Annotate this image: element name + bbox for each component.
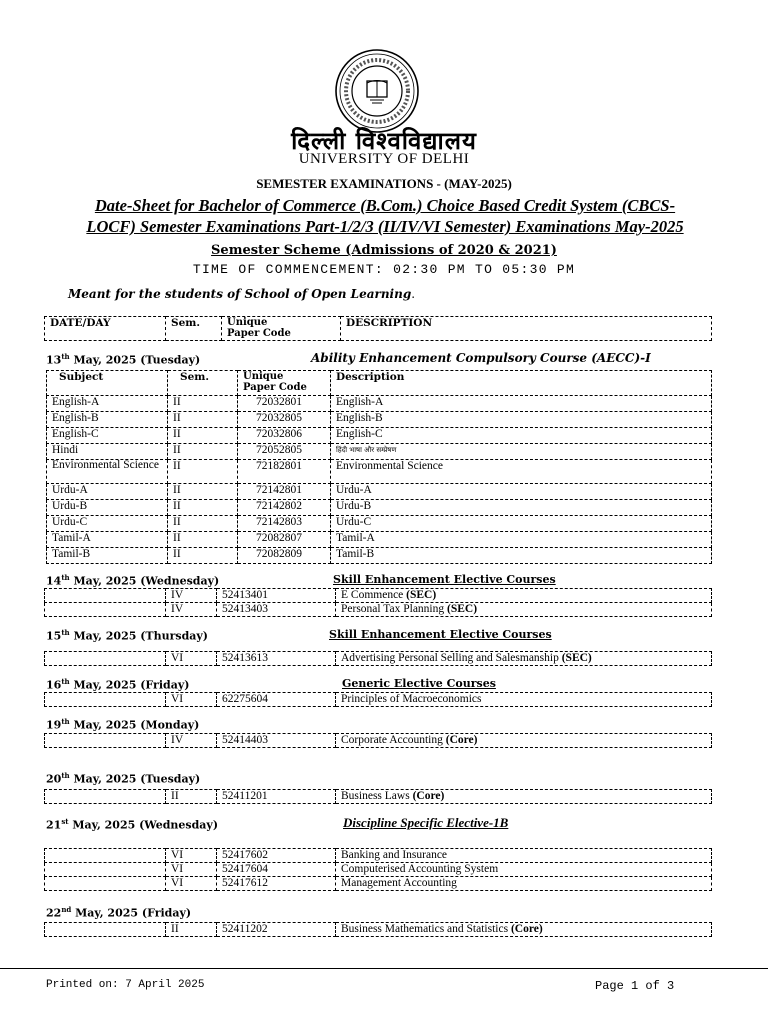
- code-cell: 72032801: [238, 396, 331, 412]
- day-number: 20: [46, 772, 62, 786]
- footer-divider: [0, 968, 768, 969]
- day-suffix: th: [61, 771, 70, 780]
- sem-cell: II: [168, 444, 238, 460]
- datesheet-title-line2: LOCF) Semester Examinations Part-1/2/3 (II/IV/VI Semester) Examinations May-2025: [86, 217, 684, 236]
- desc-cell: Environmental Science: [331, 460, 712, 484]
- day-number: 16: [46, 678, 62, 692]
- code-cell: 52411202: [217, 923, 336, 937]
- sem-cell: II: [168, 516, 238, 532]
- day-date-text: May, 2025 (Tuesday): [69, 772, 201, 786]
- semester-scheme: Semester Scheme (Admissions of 2020 & 2021): [211, 243, 557, 258]
- table-row: [47, 428, 712, 444]
- desc-cell: [336, 849, 712, 863]
- code-cell: 52413401: [217, 589, 336, 603]
- table-row: [45, 877, 712, 891]
- table-row: [45, 923, 712, 937]
- blank-cell: [45, 877, 166, 891]
- table-row: [47, 396, 712, 412]
- sec-table-14: [44, 588, 712, 617]
- desc-cell: Tamil-A: [331, 532, 712, 548]
- code-cell: 52413403: [217, 603, 336, 617]
- day-number: 15: [46, 629, 62, 643]
- datesheet-title: [30, 195, 740, 237]
- table-row: [47, 516, 712, 532]
- subject-cell: English-B: [47, 412, 168, 428]
- code-cell: 52417604: [217, 863, 336, 877]
- sem-cell: VI: [166, 849, 217, 863]
- day-20-may: [46, 771, 200, 786]
- blank-cell: [45, 693, 166, 707]
- day-number: 13: [46, 353, 62, 367]
- col-paper-code-line1: Unique: [243, 371, 284, 382]
- table-row: [47, 412, 712, 428]
- blank-cell: [45, 790, 166, 804]
- table-row: [45, 589, 712, 603]
- meant-for-text: Meant for the students of School of Open Learning: [68, 287, 412, 301]
- aecc-table: [46, 370, 712, 564]
- desc-cell: Urdu-C: [331, 516, 712, 532]
- sem-cell: II: [168, 500, 238, 516]
- day-21-may: [46, 817, 218, 832]
- ge-table-16: [44, 692, 712, 707]
- code-cell: 72082807: [238, 532, 331, 548]
- desc-cell: [336, 589, 712, 603]
- subject-cell: Urdu-B: [47, 500, 168, 516]
- desc-tag: (SEC): [447, 603, 478, 615]
- table-row: [47, 500, 712, 516]
- code-cell: 72182801: [238, 460, 331, 484]
- table-row: [45, 693, 712, 707]
- meant-for-note: [68, 287, 415, 301]
- core-table-20: [44, 789, 712, 804]
- desc-cell: Tamil-B: [331, 548, 712, 564]
- sem-cell: IV: [166, 589, 217, 603]
- sem-cell: II: [166, 923, 217, 937]
- desc-text: Corporate Accounting: [341, 734, 446, 746]
- day-14-may: [46, 573, 219, 588]
- university-name-hindi: दिल्ली विश्वविद्यालय: [291, 127, 477, 155]
- code-cell: 52411201: [217, 790, 336, 804]
- code-cell: 52413613: [217, 652, 336, 666]
- sem-cell: II: [168, 532, 238, 548]
- subject-cell: Urdu-C: [47, 516, 168, 532]
- table-row: [47, 460, 712, 484]
- desc-cell: [336, 652, 712, 666]
- desc-cell: Urdu-A: [331, 484, 712, 500]
- code-cell: 72032805: [238, 412, 331, 428]
- desc-tag: (SEC): [561, 652, 592, 664]
- blank-cell: [45, 734, 166, 748]
- col-paper-code: [222, 317, 341, 341]
- desc-text: Management Accounting: [341, 877, 457, 889]
- day-suffix: th: [61, 352, 70, 361]
- table-row: [47, 548, 712, 564]
- desc-cell: [336, 603, 712, 617]
- table-row: [45, 790, 712, 804]
- desc-cell: हिंदी भाषा और सम्प्रेषण: [331, 444, 712, 460]
- desc-tag: (Core): [445, 734, 478, 746]
- subject-cell: English-C: [47, 428, 168, 444]
- section-sec: Skill Enhancement Elective Courses: [329, 628, 552, 641]
- subject-cell: Urdu-A: [47, 484, 168, 500]
- code-cell: 72142801: [238, 484, 331, 500]
- desc-cell: [336, 693, 712, 707]
- col-description: Description: [331, 371, 712, 396]
- blank-cell: [45, 603, 166, 617]
- sem-cell: II: [168, 484, 238, 500]
- section-ge: Generic Elective Courses: [342, 677, 496, 690]
- meant-for-period: .: [411, 287, 416, 301]
- datesheet-title-line1: Date-Sheet for Bachelor of Commerce (B.Com.) Choice Based Credit System (CBCS-: [94, 196, 676, 215]
- day-suffix: nd: [61, 905, 72, 914]
- day-date-text: May, 2025 (Friday): [69, 678, 190, 692]
- code-cell: 72032806: [238, 428, 331, 444]
- day-suffix: st: [61, 817, 69, 826]
- table-row: [45, 603, 712, 617]
- desc-text: Business Laws: [341, 790, 413, 802]
- day-number: 22: [46, 906, 62, 920]
- day-date-text: May, 2025 (Thursday): [69, 629, 209, 643]
- blank-cell: [45, 652, 166, 666]
- col-paper-code-line2: Paper Code: [243, 382, 307, 393]
- university-seal-logo: [334, 48, 420, 134]
- sem-cell: II: [168, 396, 238, 412]
- page-number: Page 1 of 3: [595, 979, 675, 993]
- code-cell: 62275604: [217, 693, 336, 707]
- col-date-day: DATE/DAY: [45, 317, 166, 341]
- col-sem: Sem.: [168, 371, 238, 396]
- sem-cell: II: [168, 460, 238, 484]
- col-paper-code: [238, 371, 331, 396]
- day-number: 14: [46, 574, 62, 588]
- desc-tag: (Core): [412, 790, 445, 802]
- core-table-19: [44, 733, 712, 748]
- desc-text: Personal Tax Planning: [341, 603, 447, 615]
- code-cell: 72052805: [238, 444, 331, 460]
- blank-cell: [45, 923, 166, 937]
- day-suffix: th: [61, 717, 70, 726]
- day-16-may: [46, 677, 189, 692]
- sem-cell: VI: [166, 652, 217, 666]
- table-row: [45, 863, 712, 877]
- desc-text: Advertising Personal Selling and Salesmanship: [341, 652, 562, 664]
- sem-cell: II: [168, 548, 238, 564]
- desc-cell: English-A: [331, 396, 712, 412]
- exam-title: SEMESTER EXAMINATIONS - (MAY-2025): [256, 176, 512, 191]
- subject-cell: Environmental Science: [47, 460, 168, 484]
- table-row: [47, 484, 712, 500]
- col-paper-code-line2: Paper Code: [227, 328, 291, 339]
- subject-cell: Tamil-B: [47, 548, 168, 564]
- time-of-commencement: TIME OF COMMENCEMENT: 02:30 PM TO 05:30 PM: [192, 262, 576, 277]
- sem-cell: IV: [166, 603, 217, 617]
- desc-cell: English-B: [331, 412, 712, 428]
- section-aecc: Ability Enhancement Compulsory Course (AECC)-I: [311, 351, 651, 365]
- sem-cell: IV: [166, 734, 217, 748]
- sem-cell: VI: [166, 863, 217, 877]
- table-row: [45, 652, 712, 666]
- table-row: [47, 444, 712, 460]
- day-number: 19: [46, 718, 62, 732]
- day-13-may: [46, 352, 200, 367]
- desc-text: E Commence: [341, 589, 407, 601]
- day-date-text: May, 2025 (Wednesday): [69, 574, 220, 588]
- day-22-may: [46, 905, 191, 920]
- section-dse: Discipline Specific Elective-1B: [343, 815, 509, 830]
- table-row: [45, 734, 712, 748]
- day-15-may: [46, 628, 208, 643]
- day-19-may: [46, 717, 199, 732]
- desc-text: Banking and Insurance: [341, 849, 448, 861]
- table-row: [47, 532, 712, 548]
- subject-cell: English-A: [47, 396, 168, 412]
- sem-cell: II: [166, 790, 217, 804]
- code-cell: 72142802: [238, 500, 331, 516]
- table-row: [45, 849, 712, 863]
- sem-cell: II: [168, 412, 238, 428]
- core-table-22: [44, 922, 712, 937]
- day-date-text: May, 2025 (Wednesday): [68, 818, 219, 832]
- section-sec: Skill Enhancement Elective Courses: [333, 573, 556, 586]
- desc-cell: English-C: [331, 428, 712, 444]
- desc-cell: [336, 790, 712, 804]
- desc-cell: [336, 877, 712, 891]
- sem-cell: II: [168, 428, 238, 444]
- col-paper-code-line1: Unique: [227, 317, 268, 328]
- day-date-text: May, 2025 (Tuesday): [69, 353, 201, 367]
- code-cell: 72082809: [238, 548, 331, 564]
- printed-on: Printed on: 7 April 2025: [46, 979, 205, 991]
- desc-tag: (Core): [510, 923, 543, 935]
- blank-cell: [45, 849, 166, 863]
- university-name: UNIVERSITY OF DELHI: [298, 151, 470, 167]
- desc-text: Principles of Macroeconomics: [341, 693, 482, 705]
- day-date-text: May, 2025 (Friday): [71, 906, 192, 920]
- sec-table-15: [44, 651, 712, 666]
- blank-cell: [45, 863, 166, 877]
- sem-cell: VI: [166, 693, 217, 707]
- dse-table-21: [44, 848, 712, 891]
- header-table: [44, 316, 712, 341]
- subject-cell: Tamil-A: [47, 532, 168, 548]
- code-cell: 52417602: [217, 849, 336, 863]
- day-number: 21: [46, 818, 62, 832]
- col-sem: Sem.: [166, 317, 222, 341]
- desc-cell: [336, 734, 712, 748]
- blank-cell: [45, 589, 166, 603]
- day-date-text: May, 2025 (Monday): [69, 718, 200, 732]
- day-suffix: th: [61, 677, 70, 686]
- desc-cell: [336, 923, 712, 937]
- desc-tag: (SEC): [406, 589, 437, 601]
- desc-cell: [336, 863, 712, 877]
- code-cell: 52417612: [217, 877, 336, 891]
- day-suffix: th: [61, 573, 70, 582]
- code-cell: 72142803: [238, 516, 331, 532]
- code-cell: 52414403: [217, 734, 336, 748]
- day-suffix: th: [61, 628, 70, 637]
- col-subject: Subject: [47, 371, 168, 396]
- desc-cell: Urdu-B: [331, 500, 712, 516]
- sem-cell: VI: [166, 877, 217, 891]
- desc-text: Business Mathematics and Statistics: [341, 923, 511, 935]
- col-description: DESCRIPTION: [341, 317, 712, 341]
- desc-text: Computerised Accounting System: [341, 863, 499, 875]
- subject-cell: Hindi: [47, 444, 168, 460]
